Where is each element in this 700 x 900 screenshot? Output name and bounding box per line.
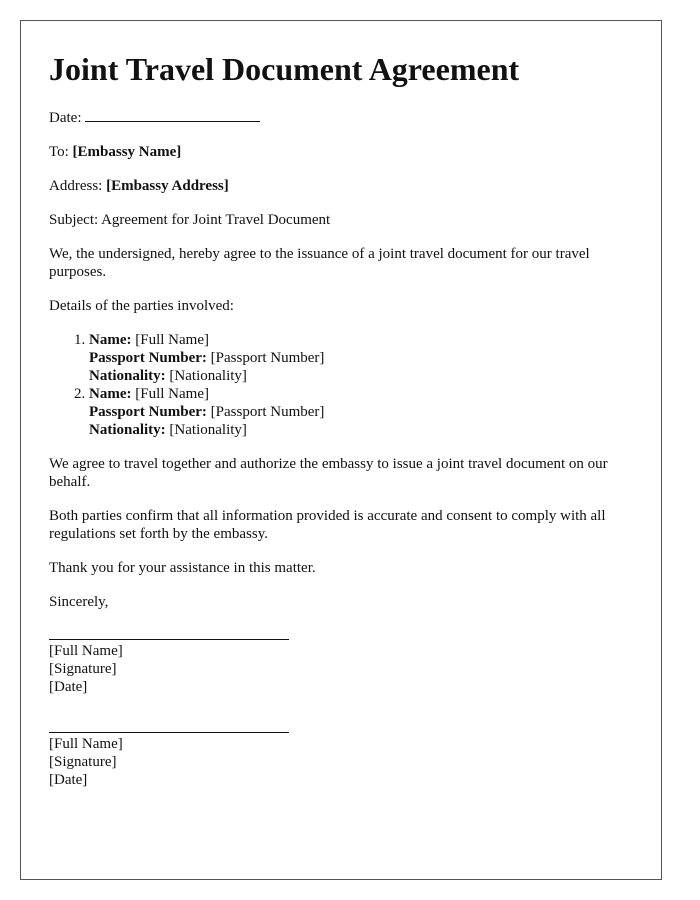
parties-list [49, 331, 639, 439]
embassy-address: [Embassy Address] [106, 178, 229, 194]
party-name-value: [Full Name] [135, 332, 209, 348]
signature-placeholder: [Signature] [49, 754, 117, 770]
party-nationality-label: Nationality: [89, 368, 166, 384]
party-passport-value: [Passport Number] [210, 404, 325, 420]
signature-line [49, 619, 289, 640]
party-passport-label: Passport Number: [89, 404, 207, 420]
date-blank [85, 107, 260, 122]
document-content [49, 51, 639, 805]
date-label: Date: [49, 110, 82, 126]
address-label: Address: [49, 178, 103, 194]
document-title: Joint Travel Document Agreement [49, 51, 520, 87]
to-label: To: [49, 144, 69, 160]
signature-block [49, 712, 639, 789]
party-passport-label: Passport Number: [89, 350, 207, 366]
date-line [49, 107, 639, 127]
details-heading: Details of the parties involved: [49, 298, 234, 314]
party-name-value: [Full Name] [135, 386, 209, 402]
signature-date: [Date] [49, 679, 88, 695]
party-name-label: Name: [89, 386, 132, 402]
party-nationality-value: [Nationality] [169, 368, 247, 384]
document-page [20, 20, 662, 880]
address-line [49, 177, 639, 195]
embassy-name: [Embassy Name] [72, 144, 182, 160]
signature-line [49, 712, 289, 733]
signature-block [49, 619, 639, 696]
signature-name: [Full Name] [49, 736, 123, 752]
signature-name: [Full Name] [49, 643, 123, 659]
party-name-label: Name: [89, 332, 132, 348]
thanks-paragraph: Thank you for your assistance in this matter. [49, 560, 316, 576]
closing: Sincerely, [49, 594, 109, 610]
party-item [89, 385, 639, 439]
party-item [89, 331, 639, 385]
party-passport-value: [Passport Number] [210, 350, 325, 366]
confirm-paragraph: Both parties confirm that all information provided is accurate and consent to comply with all regulations set forth by the embassy. [49, 508, 606, 542]
to-line [49, 143, 639, 161]
signature-date: [Date] [49, 772, 88, 788]
signature-placeholder: [Signature] [49, 661, 117, 677]
intro-paragraph: We, the undersigned, hereby agree to the issuance of a joint travel document for our travel purposes. [49, 246, 590, 280]
subject-line: Subject: Agreement for Joint Travel Document [49, 212, 331, 228]
party-nationality-label: Nationality: [89, 422, 166, 438]
party-nationality-value: [Nationality] [169, 422, 247, 438]
agree-paragraph: We agree to travel together and authorize the embassy to issue a joint travel document on our behalf. [49, 456, 608, 490]
